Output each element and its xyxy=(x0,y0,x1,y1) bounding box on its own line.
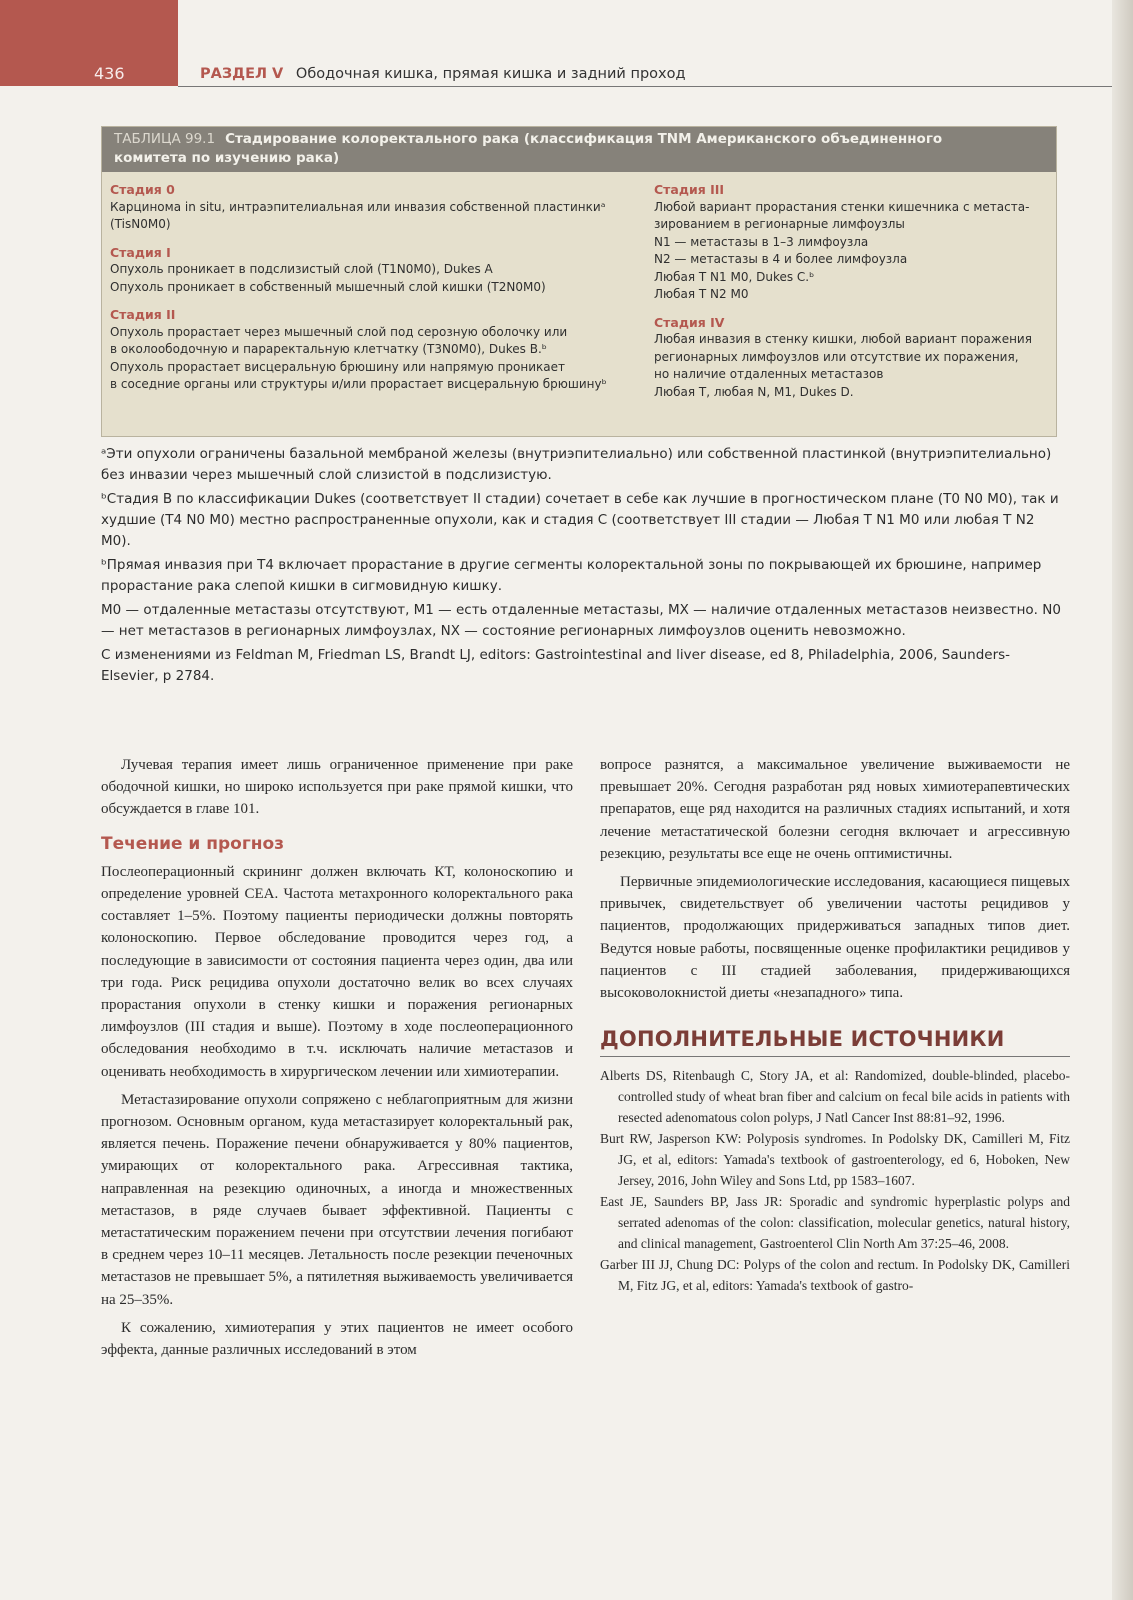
references-rule xyxy=(600,1056,1070,1057)
stage-line: Любая T N2 M0 xyxy=(654,287,749,301)
reference-item: East JE, Saunders BP, Jass JR: Sporadic and syndromic hyperplastic polyps and serrated adenomas of the colon: classification, molecular genetics, natural history, and clinical management, Gastroenterol Clin North Am 37:25–46, 2008. xyxy=(600,1194,1070,1252)
footnote-c: ᵇПрямая инвазия при T4 включает прорастание в другие сегменты колоректальной зоны по покрывающей их брюшине, например прорастание рака слепой кишки в сигмовидную кишку. xyxy=(101,557,1042,594)
stage-block xyxy=(110,306,640,394)
paragraph-epidemiology: Первичные эпидемиологические исследования, касающиеся пищевых привычек, свидетельствует об увеличении частоты рецидивов у пациентов, продолжающих придерживаться западных типов диет. Ведутся новые работы, посвященные оценке профилактики рецидивов у пациентов с III стадией заболевания, придерживающихся высоковолокнистой диеты «незападного» типа. xyxy=(600,874,1070,1002)
stage-line: (TisN0M0) xyxy=(110,217,171,231)
stage-line: Любой вариант прорастания стенки кишечника с метаста- xyxy=(654,199,1030,214)
stage-line: Карцинома in situ, интраэпителиальная или инвазия собственной пластинкиᵃ xyxy=(110,199,606,214)
stage-line: Опухоль прорастает висцеральную брюшину или напрямую проникает xyxy=(110,359,566,374)
body-column-left xyxy=(101,754,573,1361)
table-title-line2: комитета по изучению рака) xyxy=(114,150,340,166)
stage-block xyxy=(654,314,1054,402)
table-label: ТАБЛИЦА 99.1 xyxy=(114,131,216,147)
stage-block xyxy=(654,181,1054,304)
stage-line: Любая T N1 M0, Dukes C.ᵇ xyxy=(654,269,815,284)
stage-line: Опухоль проникает в собственный мышечный слой кишки (T2N0M0) xyxy=(110,279,546,294)
stage-line: N2 — метастазы в 4 и более лимфоузла xyxy=(654,252,908,266)
reference-item: Garber III JJ, Chung DC: Polyps of the colon and rectum. In Podolsky DK, Camilleri M, Fitz JG, et al, editors: Yamada's textbook of gastro- xyxy=(600,1257,1070,1294)
paragraph-chemo-start: К сожалению, химиотерапия у этих пациентов не имеет особого эффекта, данные различных исследований в этом xyxy=(101,1319,573,1359)
stage-title: Стадия IV xyxy=(654,314,725,330)
footnote-a: ᵃЭти опухоли ограничены базальной мембраной железы (внутриэпителиально) или собственной пластинкой (внутриэпителиально) без инвазии через мышечный слой слизистой в подслизистую. xyxy=(101,446,1052,483)
table-title-line1 xyxy=(114,130,1044,149)
page-edge-shadow xyxy=(1112,0,1133,1600)
paragraph-screening: Послеоперационный скрининг должен включать КТ, колоноскопию и определение уровней CEA. Частота метахронного колоректального рака составляет 1–5%. Поэтому пациенты периодически должны повторять колоноскопию. Первое обследование проводится через год, а последующие в зависимости от состояния пациента через один, два или три года. Риск рецидива опухоли достаточно велик во всех случаях прорастания опухоли в стенку кишки и поражения регионарных лимфоузлов (III стадия и выше). Поэтому в ходе послеоперационного обследования необходимо в т.ч. исключать наличие метастазов и оценивать необходимость в хирургическом лечении или химиотерапии. xyxy=(101,863,573,1080)
heading-course-prognosis: Течение и прогноз xyxy=(101,833,285,854)
stage-block xyxy=(110,244,640,297)
section-title: Ободочная кишка, прямая кишка и задний проход xyxy=(295,66,686,82)
reference-item: Alberts DS, Ritenbaugh C, Story JA, et al: Randomized, double-blinded, placebo-controlled study of wheat bran fiber and calcium on fecal bile acids in patients with resected adenomatous colon polyps, J Natl Cancer Inst 88:81–92, 1996. xyxy=(600,1068,1070,1126)
stage-block xyxy=(110,181,640,234)
stage-line: но наличие отдаленных метастазов xyxy=(654,367,884,381)
stage-title: Стадия III xyxy=(654,182,725,197)
section-label: РАЗДЕЛ V xyxy=(200,66,284,82)
reference-item: Burt RW, Jasperson KW: Polyposis syndromes. In Podolsky DK, Camilleri M, Fitz JG, et al, editors: Yamada's textbook of gastroenterology, ed 6, Hoboken, New Jersey, 2016, John Wiley and Sons Ltd, pp 1583–1607. xyxy=(600,1131,1070,1189)
page-number: 436 xyxy=(94,64,125,83)
footnote-tnm: M0 — отдаленные метастазы отсутствуют, M1 — есть отдаленные метастазы, MX — наличие отдаленных метастазов неизвестно. N0 — нет метастазов в регионарных лимфоузлах, NX — состояние регионарных лимфоузлов оценить невозможно. xyxy=(101,602,1061,639)
body-column-right xyxy=(600,754,1070,1296)
footnote-b: ᵇСтадия B по классификации Dukes (соответствует II стадии) сочетает в себе как лучшие в прогностическом плане (T0 N0 M0), так и худшие (T4 N0 M0) местно распространенные опухоли, как и стадия C (соответствует III стадии — Любая T N1 M0 или любая T N2 M0). xyxy=(101,491,1059,549)
stage-line: зированием в регионарные лимфоузлы xyxy=(654,217,905,231)
stage-title: Стадия II xyxy=(110,307,176,322)
stage-line: в соседние органы или структуры и/или прорастает висцеральную брюшинуᵇ xyxy=(110,377,607,391)
table-title: Стадирование колоректального рака (классификация TNM Американского объединенного xyxy=(225,131,943,147)
stage-line: Опухоль прорастает через мышечный слой под серозную оболочку или xyxy=(110,324,568,339)
page-tab xyxy=(0,0,178,86)
table-right-column xyxy=(654,181,1054,411)
stage-line: Любая инвазия в стенку кишки, любой вариант поражения xyxy=(654,332,1032,346)
heading-references: ДОПОЛНИТЕЛЬНЫЕ ИСТОЧНИКИ xyxy=(600,1027,1005,1052)
table-header xyxy=(102,127,1056,172)
stage-line: в околоободочную и параректальную клетчатку (T3N0M0), Dukes B.ᵇ xyxy=(110,342,547,356)
stage-line: Опухоль проникает в подслизистый слой (T1N0M0), Dukes A xyxy=(110,262,493,276)
stage-line: N1 — метастазы в 1–3 лимфоузла xyxy=(654,234,869,249)
table-left-column xyxy=(110,181,640,404)
header-rule xyxy=(178,86,1114,87)
running-head xyxy=(200,66,1100,82)
paragraph-chemo-end: вопросе разнятся, а максимальное увеличение выживаемости не превышает 20%. Сегодня разработан ряд новых химиотерапевтических препаратов, еще ряд находится на различных стадиях испытаний, и хотя лечение метастатической болезни сегодня включает и агрессивную резекцию, результаты все еще не очень оптимистичны. xyxy=(600,757,1070,862)
paragraph-metastasis: Метастазирование опухоли сопряжено с неблагоприятным для жизни прогнозом. Основным органом, куда метастазирует колоректальный рак, является печень. Поражение печени обнаруживается у 80% пациентов, умирающих от колоректального рака. Агрессивная тактика, направленная на резекцию одиночных, а иногда и множественных метастазов, в ряде случаев бывает эффективной. Пациенты с метастатическим поражением печени при отсутствии лечения погибают в среднем через 10–11 месяцев. Летальность после резекции печеночных метастазов не превышает 5%, а пятилетняя выживаемость увеличивается на 25–35%. xyxy=(101,1091,573,1308)
table-notes xyxy=(101,444,1061,690)
table-source: С изменениями из Feldman M, Friedman LS, Brandt LJ, editors: Gastrointestinal and liver disease, ed 8, Philadelphia, 2006, Saunders-Elsevier, p 2784. xyxy=(101,647,1011,684)
stage-title: Стадия 0 xyxy=(110,182,175,197)
paragraph-radiation: Лучевая терапия имеет лишь ограниченное применение при раке ободочной кишки, но широко используется при раке прямой кишки, что обсуждается в главе 101. xyxy=(101,757,573,818)
stage-title: Стадия I xyxy=(110,244,171,260)
staging-table xyxy=(101,126,1057,437)
stage-line: Любая T, любая N, M1, Dukes D. xyxy=(654,384,854,399)
stage-line: регионарных лимфоузлов или отсутствие их поражения, xyxy=(654,349,1019,364)
